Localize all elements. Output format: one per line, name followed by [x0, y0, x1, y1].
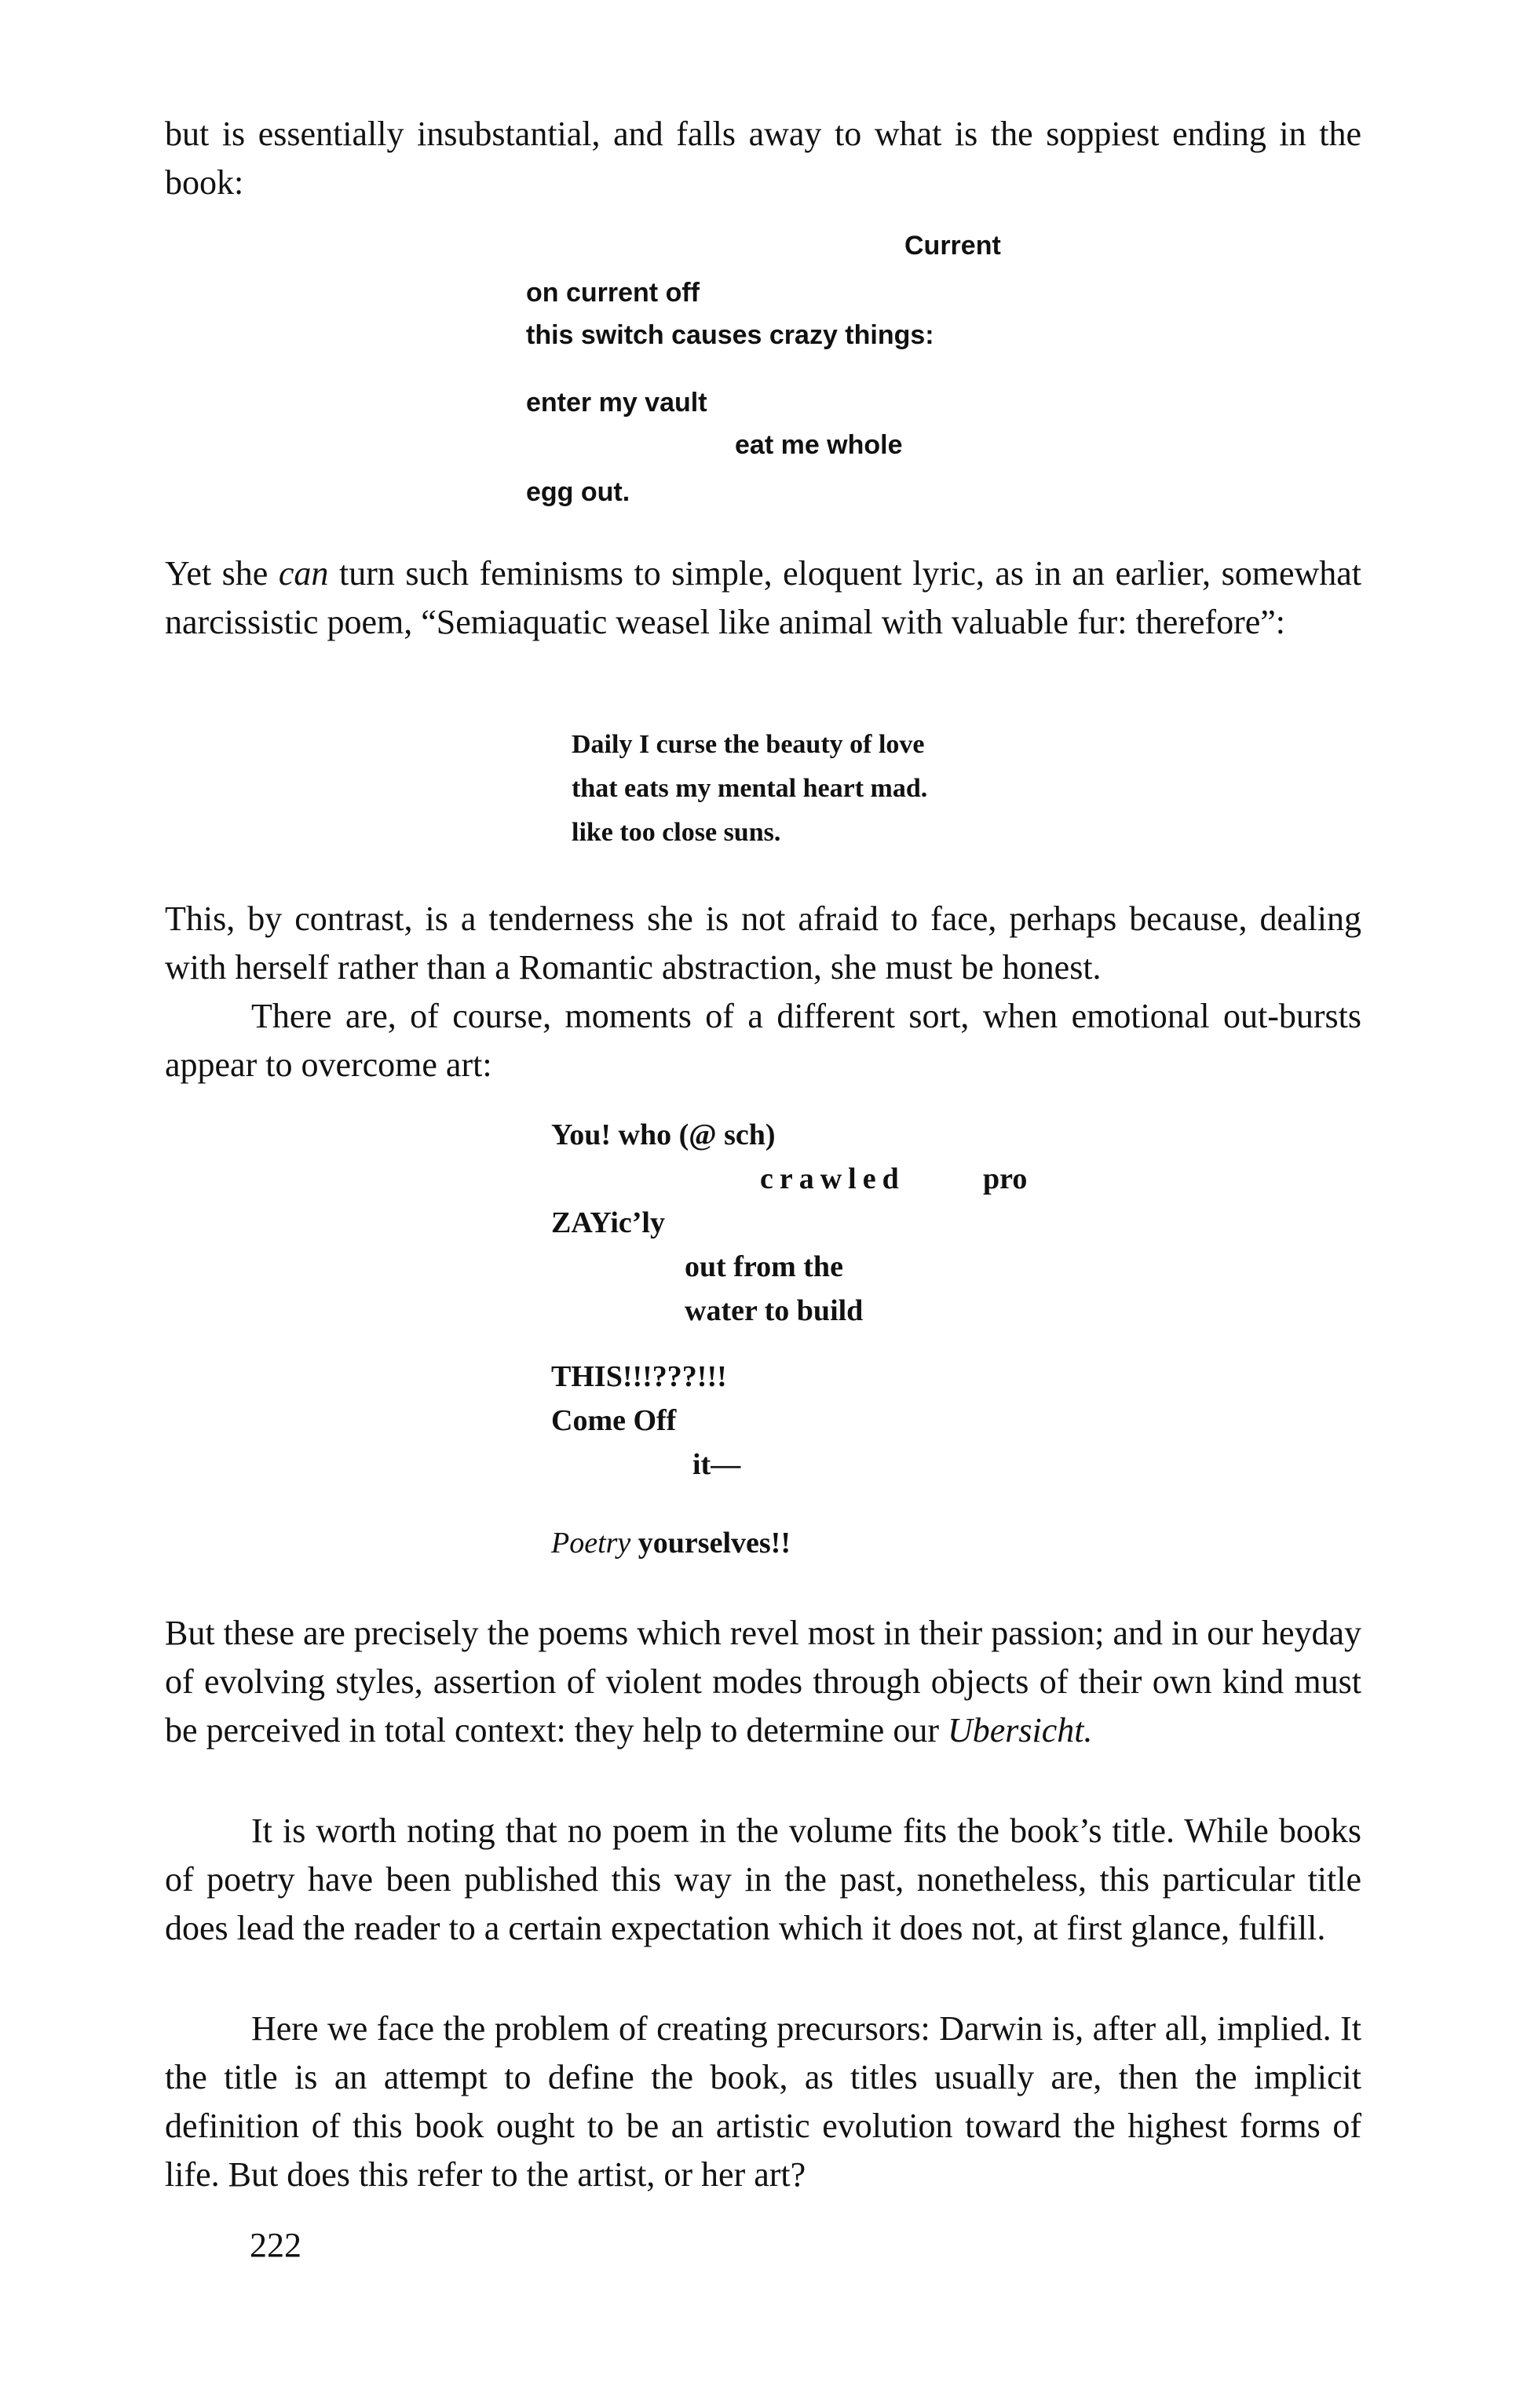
poem-line: on current off — [526, 278, 700, 308]
poem-line: this switch causes crazy things: — [526, 320, 934, 350]
text-run: yourselves!! — [630, 1527, 791, 1560]
emphasis-text: Ubersicht. — [947, 1711, 1093, 1749]
text-run: But these are precisely the poems which revel most in their passion; and in our heyday of evolving styles, assertion of violent modes through objects of their own kind must be perceived in total context: they help to determine our — [165, 1614, 1361, 1749]
poem-line: enter my vault — [526, 388, 707, 418]
poem-line: eat me whole — [735, 430, 903, 460]
poem-line: pro — [983, 1162, 1028, 1195]
emphasis-text: can — [278, 554, 329, 593]
page-number: 222 — [250, 2226, 301, 2264]
text-run: Yet she — [165, 554, 279, 593]
poem-line: egg out. — [526, 477, 630, 507]
poem-line: crawled — [760, 1162, 905, 1195]
poem-line — [551, 1526, 791, 1560]
poem-line: ZAYic’ly — [551, 1206, 665, 1239]
paragraph-precursors: Here we face the problem of creating precursors: Darwin is, after all, implied. It the title is an attempt to define the book, as titles usually are, then the implicit definition of this book ought to be an artistic evolution toward the highest forms of life. But does this refer to the artist, or her art? — [165, 2009, 1361, 2194]
text-run: turn such feminisms to simple, eloquent lyric, as in an earlier, somewhat narcissistic poem, “Semiaquatic weasel like animal with valuable fur: therefore”: — [165, 554, 1362, 641]
poem-line: Come Off — [551, 1404, 677, 1437]
paragraph-outbursts: There are, of course, moments of a different sort, when emotional out-bursts appear to overcome art: — [165, 997, 1361, 1084]
paragraph-title: It is worth noting that no poem in the volume fits the book’s title. While books of poetry have been published this way in the past, nonetheless, this particular title does lead the reader to a certain expectation which it does not, at first glance, fulfill. — [165, 1811, 1361, 1947]
poem-line: water to build — [685, 1294, 864, 1327]
poem-line: it— — [692, 1448, 741, 1481]
paragraph-opening: but is essentially insubstantial, and falls away to what is the soppiest ending in the book: — [165, 115, 1361, 202]
poem-line: that eats my mental heart mad. — [572, 774, 928, 803]
paragraph-feminisms — [165, 549, 1361, 647]
paragraph-tenderness: This, by contrast, is a tenderness she is not afraid to face, perhaps because, dealing with herself rather than a Romantic abstraction, she must be honest. — [165, 899, 1361, 987]
poem-line: Daily I curse the beauty of love — [572, 730, 925, 759]
poem-line: out from the — [685, 1250, 843, 1283]
poem-line: Current — [904, 231, 1001, 261]
emphasis-text: Poetry — [551, 1527, 631, 1560]
poem-line: THIS!!!???!!! — [551, 1360, 727, 1393]
paragraph-passion — [165, 1609, 1361, 1755]
poem-line: You! who (@ sch) — [551, 1118, 776, 1151]
poem-line: like too close suns. — [572, 818, 781, 847]
